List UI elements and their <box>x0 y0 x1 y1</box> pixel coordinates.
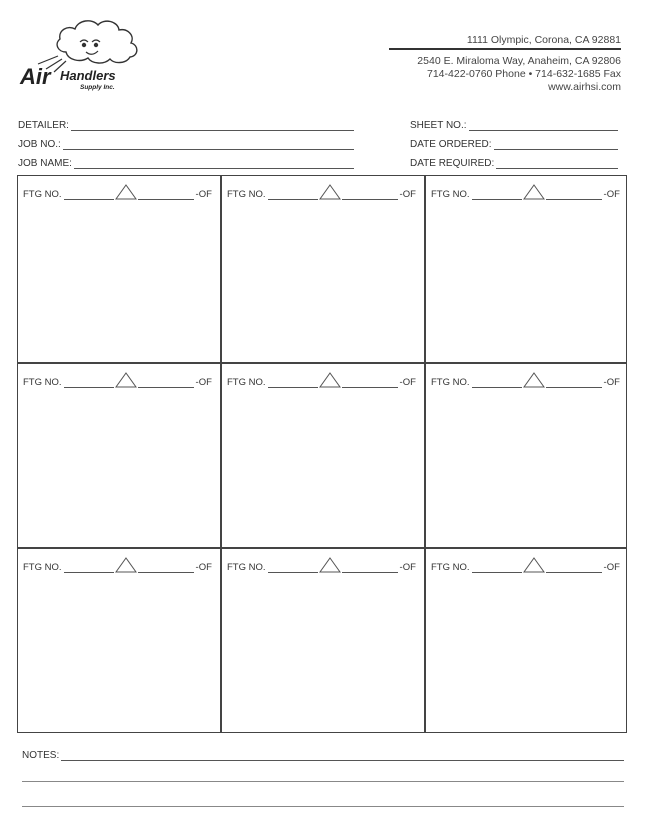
fitting-cell-header <box>227 186 419 200</box>
of-line[interactable] <box>342 193 398 200</box>
fitting-cell[interactable] <box>221 548 424 734</box>
ftg-no-line[interactable] <box>472 193 522 200</box>
ftg-no-line[interactable] <box>64 566 114 573</box>
address-corona: 1111 Olympic, Corona, CA 92881 <box>466 34 621 46</box>
ftg-no-label: FTG NO. <box>227 377 266 388</box>
fitting-cell-header <box>431 374 623 388</box>
of-line[interactable] <box>546 566 602 573</box>
address-divider <box>389 48 621 50</box>
triangle-icon <box>523 372 545 388</box>
ftg-no-label: FTG NO. <box>227 562 266 573</box>
of-label: -OF <box>195 377 212 388</box>
ftg-no-line[interactable] <box>472 566 522 573</box>
cloud-face-logo-icon <box>18 12 158 92</box>
of-label: -OF <box>603 189 620 200</box>
fitting-cell-header <box>23 186 215 200</box>
notes-field[interactable] <box>22 750 624 761</box>
ftg-no-label: FTG NO. <box>23 189 62 200</box>
triangle-icon <box>115 184 137 200</box>
address-anaheim: 2540 E. Miraloma Way, Anaheim, CA 92806 <box>417 55 621 67</box>
ftg-no-line[interactable] <box>268 566 318 573</box>
website: www.airhsi.com <box>548 81 621 93</box>
of-line[interactable] <box>546 193 602 200</box>
ftg-no-label: FTG NO. <box>431 189 470 200</box>
fitting-cell-header <box>23 559 215 573</box>
logo-main-text: Air <box>20 64 51 89</box>
sheet-no-field[interactable] <box>410 120 618 131</box>
detailer-field[interactable] <box>18 120 354 131</box>
fitting-cell[interactable] <box>221 363 424 549</box>
of-line[interactable] <box>138 193 194 200</box>
fitting-cell-header <box>23 374 215 388</box>
ftg-no-line[interactable] <box>268 193 318 200</box>
fitting-cell[interactable] <box>425 175 628 361</box>
job-no-line[interactable] <box>63 140 354 150</box>
date-ordered-label: DATE ORDERED: <box>410 139 492 150</box>
detailer-line[interactable] <box>71 121 354 131</box>
date-required-field[interactable] <box>410 158 618 169</box>
of-label: -OF <box>603 562 620 573</box>
fitting-cell[interactable] <box>425 363 628 549</box>
logo-tag-text: Supply Inc. <box>80 84 115 91</box>
triangle-icon <box>523 184 545 200</box>
job-no-field[interactable] <box>18 139 354 150</box>
notes-line-3[interactable] <box>22 806 624 807</box>
fitting-cell-header <box>227 374 419 388</box>
sheet-no-line[interactable] <box>469 121 619 131</box>
fitting-cell[interactable] <box>221 175 424 361</box>
detailer-label: DETAILER: <box>18 120 69 131</box>
ftg-no-label: FTG NO. <box>23 377 62 388</box>
of-line[interactable] <box>138 381 194 388</box>
ftg-no-line[interactable] <box>472 381 522 388</box>
notes-label: NOTES: <box>22 750 60 761</box>
ftg-no-label: FTG NO. <box>431 377 470 388</box>
triangle-icon <box>115 372 137 388</box>
of-line[interactable] <box>546 381 602 388</box>
fitting-cell[interactable] <box>425 548 628 734</box>
job-name-label: JOB NAME: <box>18 158 72 169</box>
of-line[interactable] <box>138 566 194 573</box>
of-label: -OF <box>399 562 416 573</box>
fitting-cell[interactable] <box>17 363 220 549</box>
job-name-line[interactable] <box>74 159 354 169</box>
ftg-no-label: FTG NO. <box>227 189 266 200</box>
job-name-field[interactable] <box>18 158 354 169</box>
of-label: -OF <box>195 562 212 573</box>
of-label: -OF <box>399 377 416 388</box>
ftg-no-line[interactable] <box>64 193 114 200</box>
phone-fax: 714-422-0760 Phone • 714-632-1685 Fax <box>427 68 621 80</box>
triangle-icon <box>319 184 341 200</box>
notes-line-2[interactable] <box>22 781 624 782</box>
of-label: -OF <box>195 189 212 200</box>
date-required-line[interactable] <box>496 159 618 169</box>
fitting-cell[interactable] <box>17 548 220 734</box>
ftg-no-line[interactable] <box>268 381 318 388</box>
sheet-no-label: SHEET NO.: <box>410 120 467 131</box>
of-label: -OF <box>399 189 416 200</box>
date-ordered-field[interactable] <box>410 139 618 150</box>
of-label: -OF <box>603 377 620 388</box>
fitting-cell-header <box>431 186 623 200</box>
of-line[interactable] <box>342 381 398 388</box>
triangle-icon <box>523 557 545 573</box>
fitting-cell[interactable] <box>17 175 220 361</box>
date-required-label: DATE REQUIRED: <box>410 158 495 169</box>
date-ordered-line[interactable] <box>494 140 619 150</box>
ftg-no-line[interactable] <box>64 381 114 388</box>
fitting-cell-header <box>227 559 419 573</box>
job-no-label: JOB NO.: <box>18 139 61 150</box>
notes-line-1[interactable] <box>61 751 624 761</box>
triangle-icon <box>115 557 137 573</box>
ftg-no-label: FTG NO. <box>23 562 62 573</box>
company-logo <box>18 12 158 92</box>
logo-sub-text: Handlers <box>60 68 116 83</box>
triangle-icon <box>319 372 341 388</box>
triangle-icon <box>319 557 341 573</box>
ftg-no-label: FTG NO. <box>431 562 470 573</box>
fitting-cell-header <box>431 559 623 573</box>
of-line[interactable] <box>342 566 398 573</box>
